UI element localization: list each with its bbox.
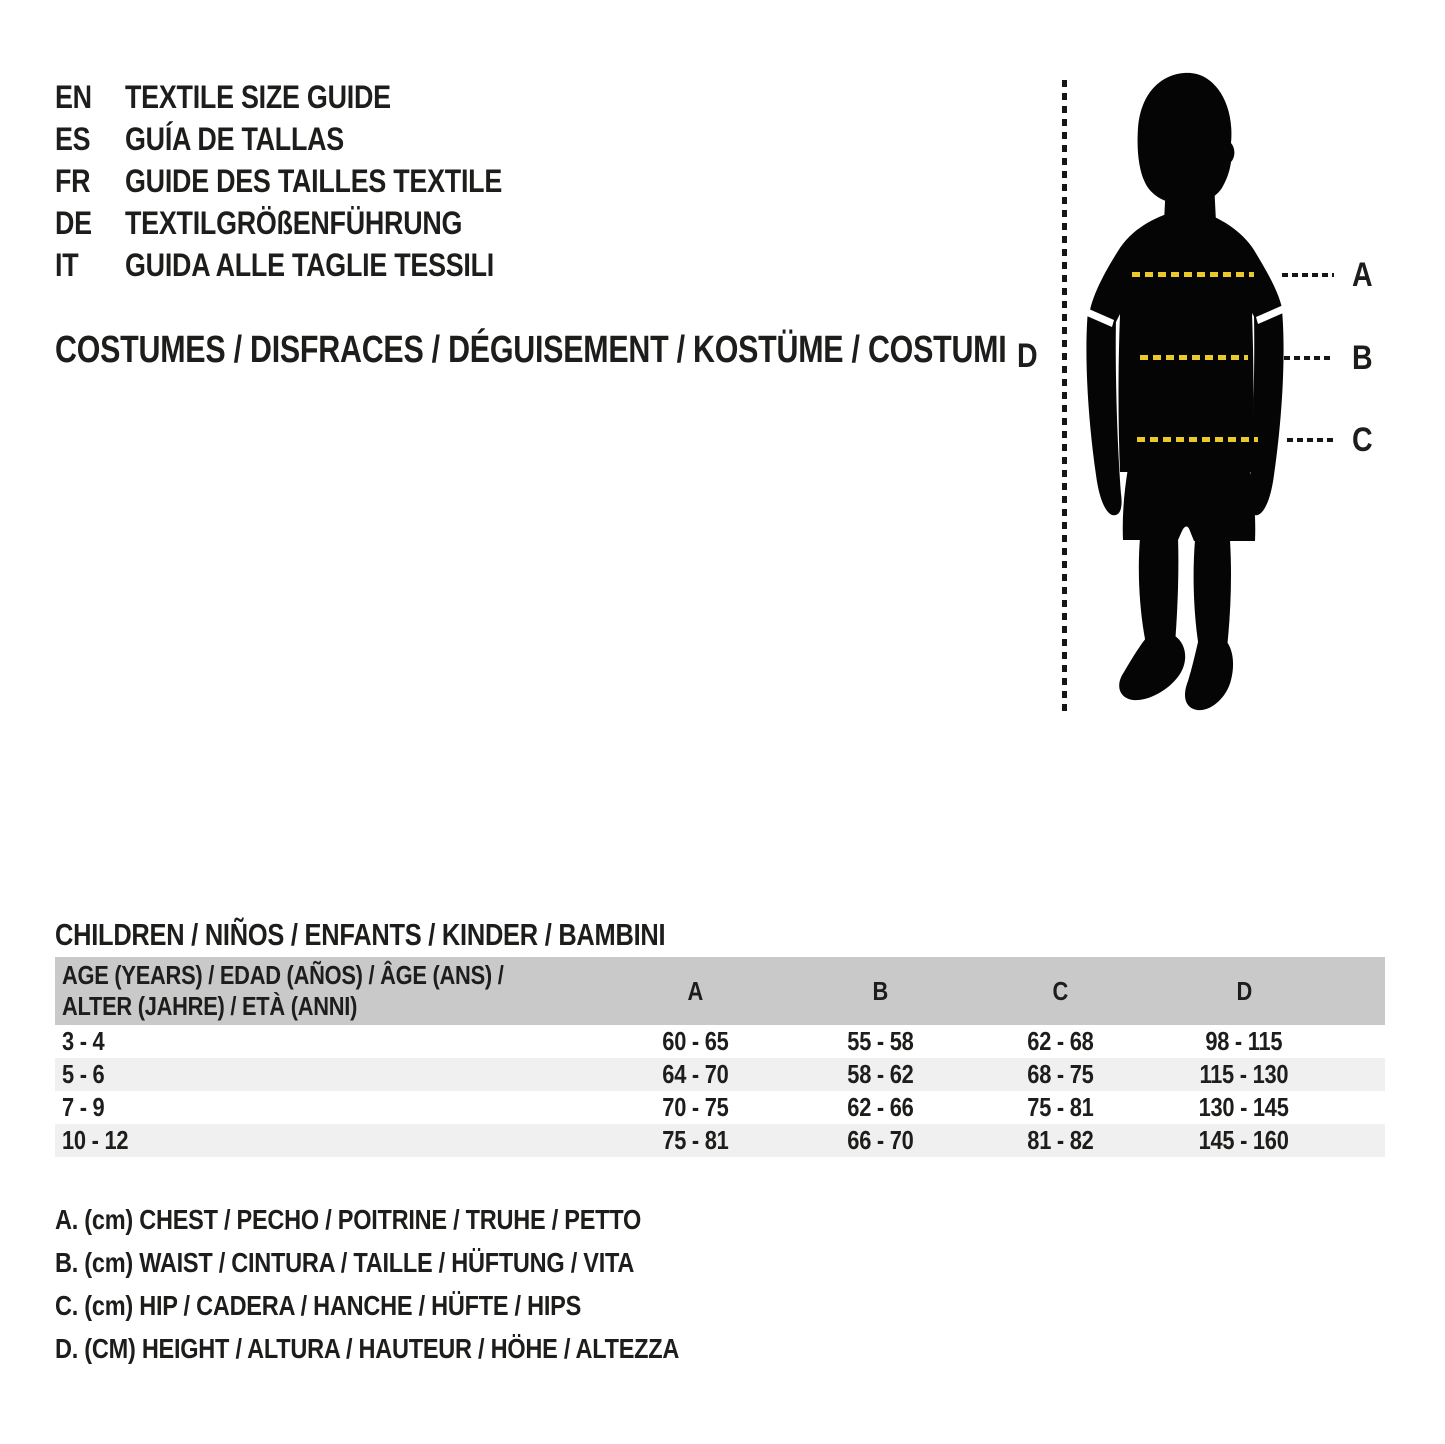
lang-code-en: EN <box>55 79 92 115</box>
lang-row-en <box>55 76 574 118</box>
chest-cell: 75 - 81 <box>661 1125 729 1155</box>
col-header-d: D <box>1236 975 1252 1006</box>
table-row <box>55 1124 1385 1157</box>
waist-cell: 55 - 58 <box>846 1026 914 1056</box>
col-header-a: A <box>687 975 703 1006</box>
waist-cell: 62 - 66 <box>846 1092 914 1122</box>
legend-height: D. (CM) HEIGHT / ALTURA / HAUTEUR / HÖHE / ALTEZZA <box>55 1333 680 1364</box>
lang-title-it: GUIDA ALLE TAGLIE TESSILI <box>125 247 495 283</box>
lang-title-es: GUÍA DE TALLAS <box>125 121 344 157</box>
category-title: COSTUMES / DISFRACES / DÉGUISEMENT / KOSTÜME / COSTUMI <box>55 329 1007 371</box>
legend-waist: B. (cm) WAIST / CINTURA / TAILLE / HÜFTUNG / VITA <box>55 1247 635 1278</box>
chest-measure-line-a <box>1132 272 1254 277</box>
table-row <box>55 1025 1385 1058</box>
hip-cell: 81 - 82 <box>1026 1125 1094 1155</box>
col-header-age: AGE (YEARS) / EDAD (AÑOS) / ÂGE (ANS) / ALTER (JAHRE) / ETÀ (ANNI) <box>62 960 504 1021</box>
lang-title-fr: GUIDE DES TAILLES TEXTILE <box>125 163 503 199</box>
chest-cell: 64 - 70 <box>661 1059 729 1089</box>
col-header-c: C <box>1052 975 1068 1006</box>
height-cell: 145 - 160 <box>1198 1125 1290 1155</box>
hip-cell: 75 - 81 <box>1026 1092 1094 1122</box>
child-silhouette <box>1080 70 1290 715</box>
chest-cell: 60 - 65 <box>661 1026 729 1056</box>
hip-measure-line-c <box>1137 437 1258 442</box>
age-cell: 3 - 4 <box>62 1026 105 1056</box>
waist-cell: 66 - 70 <box>846 1125 914 1155</box>
chest-cell: 70 - 75 <box>661 1092 729 1122</box>
lang-row-de <box>55 202 574 244</box>
height-cell: 115 - 130 <box>1199 1059 1289 1089</box>
height-cell: 98 - 115 <box>1205 1026 1283 1056</box>
table-row <box>55 1091 1385 1124</box>
lang-row-it <box>55 244 574 286</box>
waist-measure-line-b <box>1140 355 1248 360</box>
marker-label-a: A <box>1351 256 1373 294</box>
age-cell: 5 - 6 <box>62 1059 105 1089</box>
size-table <box>55 957 1385 1157</box>
marker-label-c: C <box>1351 421 1373 459</box>
section-title-children: CHILDREN / NIÑOS / ENFANTS / KINDER / BAMBINI <box>55 917 666 952</box>
legend-hip: C. (cm) HIP / CADERA / HANCHE / HÜFTE / HIPS <box>55 1290 582 1321</box>
leader-line-a <box>1282 273 1334 277</box>
legend-chest: A. (cm) CHEST / PECHO / POITRINE / TRUHE / PETTO <box>55 1204 641 1235</box>
marker-label-b: B <box>1351 339 1373 377</box>
leader-line-b <box>1284 356 1334 360</box>
lang-code-es: ES <box>55 121 91 157</box>
hip-cell: 62 - 68 <box>1026 1026 1094 1056</box>
lang-title-de: TEXTILGRÖßENFÜHRUNG <box>125 205 463 241</box>
table-header-row <box>55 957 1385 1025</box>
lang-title-en: TEXTILE SIZE GUIDE <box>125 79 391 115</box>
lang-code-de: DE <box>55 205 92 241</box>
table-row <box>55 1058 1385 1091</box>
language-title-list <box>55 76 574 286</box>
leader-line-c <box>1287 438 1334 442</box>
height-cell: 130 - 145 <box>1198 1092 1290 1122</box>
lang-row-es <box>55 118 574 160</box>
hip-cell: 68 - 75 <box>1026 1059 1094 1089</box>
col-header-b: B <box>872 975 888 1006</box>
lang-row-fr <box>55 160 574 202</box>
lang-code-fr: FR <box>55 163 91 199</box>
lang-code-it: IT <box>55 247 79 283</box>
marker-label-d: D <box>1016 337 1038 375</box>
waist-cell: 58 - 62 <box>846 1059 914 1089</box>
age-cell: 10 - 12 <box>62 1125 129 1155</box>
height-measure-line-d <box>1062 80 1067 713</box>
age-cell: 7 - 9 <box>62 1092 105 1122</box>
measurement-legend <box>55 1198 798 1370</box>
